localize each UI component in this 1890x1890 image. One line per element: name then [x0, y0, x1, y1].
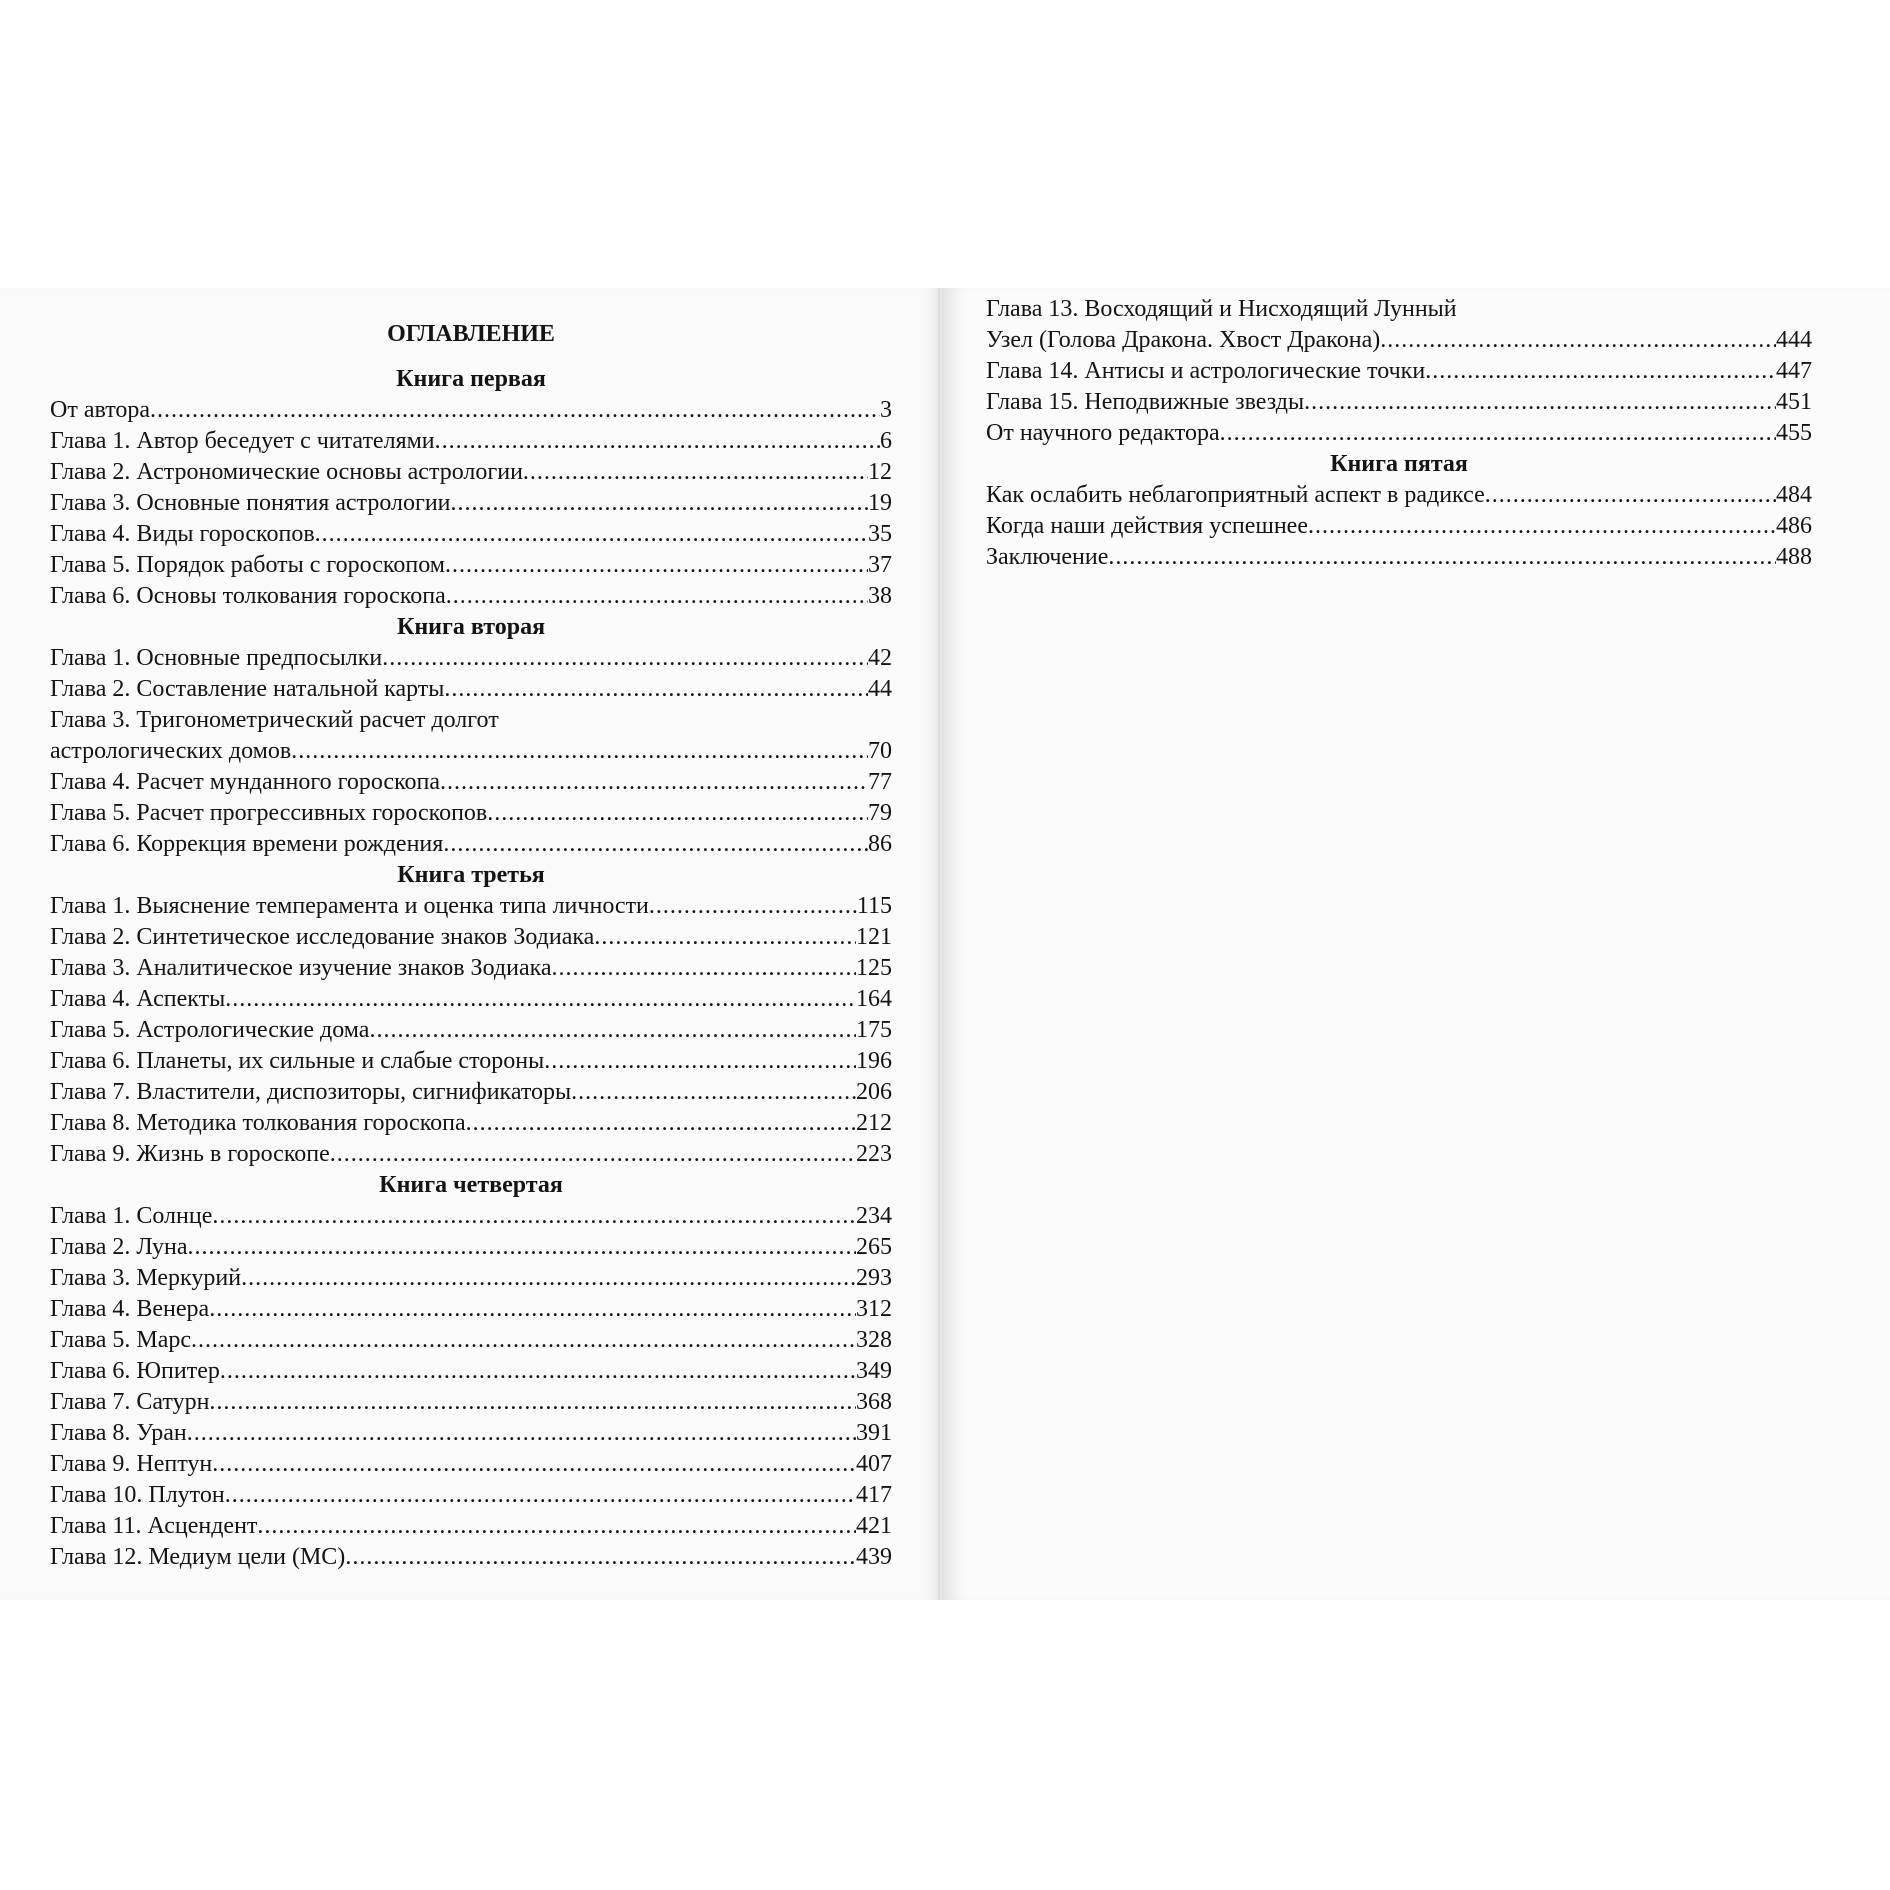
toc-entry[interactable] [50, 798, 892, 829]
entry-title: Глава 14. Антисы и астрологические точки [986, 358, 1426, 384]
entry-title: Глава 6. Планеты, их сильные и слабые стороны [50, 1048, 545, 1074]
toc-entry[interactable] [50, 829, 892, 860]
leader-dots [523, 457, 868, 488]
toc-entry[interactable] [50, 1015, 892, 1046]
entry-page: 484 [1776, 482, 1812, 508]
leader-dots [445, 550, 868, 581]
toc-entry[interactable] [50, 736, 892, 767]
toc-entry[interactable] [50, 1263, 892, 1294]
entry-title: Глава 4. Венера [50, 1296, 210, 1322]
leader-dots [435, 426, 880, 457]
entry-title: Глава 15. Неподвижные звезды [986, 389, 1305, 415]
entry-title: Глава 8. Уран [50, 1420, 187, 1446]
entry-page: 444 [1776, 327, 1812, 353]
toc-entry[interactable] [986, 542, 1812, 573]
toc-entry[interactable] [50, 1387, 892, 1418]
entry-title: Глава 2. Астрономические основы астрологии [50, 459, 523, 485]
toc-entry[interactable] [50, 643, 892, 674]
book-heading: Книга первая [396, 366, 546, 392]
toc-right [986, 294, 1812, 573]
entry-page: 44 [868, 676, 892, 702]
leader-dots [1308, 511, 1776, 542]
leader-dots [369, 1015, 856, 1046]
toc-entry[interactable] [50, 1542, 892, 1573]
leader-dots [552, 953, 856, 984]
toc-entry[interactable] [50, 581, 892, 612]
toc-entry[interactable] [50, 984, 892, 1015]
entry-page: 79 [868, 800, 892, 826]
toc-entry[interactable] [986, 387, 1812, 418]
entry-page: 121 [856, 924, 892, 950]
leader-dots [382, 643, 868, 674]
entry-title: Глава 5. Марс [50, 1327, 192, 1353]
book-heading: Книга четвертая [379, 1172, 563, 1198]
entry-page: 391 [856, 1420, 892, 1446]
entry-page: 407 [856, 1451, 892, 1477]
toc-entry[interactable] [50, 705, 892, 736]
leader-dots [209, 1294, 856, 1325]
leader-dots [466, 1108, 856, 1139]
entry-title: Глава 1. Солнце [50, 1203, 213, 1229]
entry-title: Глава 2. Составление натальной карты [50, 676, 445, 702]
toc-entry[interactable] [50, 953, 892, 984]
toc-entry[interactable] [50, 1108, 892, 1139]
book-heading: Книга вторая [396, 614, 546, 640]
toc-entry[interactable] [50, 426, 892, 457]
leader-dots [1108, 542, 1776, 573]
entry-page: 349 [856, 1358, 892, 1384]
leader-dots [345, 1542, 856, 1573]
entry-title: Глава 3. Аналитическое изучение знаков Зодиака [50, 955, 552, 981]
entry-title: астрологических домов [50, 738, 292, 764]
entry-page: 3 [880, 397, 892, 423]
leader-dots [315, 519, 868, 550]
toc-entry[interactable] [50, 1356, 892, 1387]
entry-title: Глава 7. Сатурн [50, 1389, 210, 1415]
entry-page: 439 [856, 1544, 892, 1570]
toc-entry[interactable] [50, 767, 892, 798]
entry-title: Глава 5. Астрологические дома [50, 1017, 370, 1043]
entry-title: Глава 4. Расчет мунданного гороскопа [50, 769, 441, 795]
leader-dots [443, 829, 868, 860]
leader-dots [649, 891, 857, 922]
entry-page: 164 [856, 986, 892, 1012]
entry-page: 293 [856, 1265, 892, 1291]
entry-page: 417 [856, 1482, 892, 1508]
entry-title: Глава 3. Меркурий [50, 1265, 242, 1291]
toc-title: ОГЛАВЛЕНИЕ [387, 321, 555, 347]
toc-entry[interactable] [50, 1077, 892, 1108]
entry-page: 488 [1776, 544, 1812, 570]
toc-entry[interactable] [986, 418, 1812, 449]
leader-dots [191, 1325, 856, 1356]
entry-page: 42 [868, 645, 892, 671]
entry-page: 35 [868, 521, 892, 547]
toc-entry[interactable] [50, 1201, 892, 1232]
leader-dots [571, 1077, 856, 1108]
toc-entry[interactable] [50, 457, 892, 488]
leader-dots [209, 1387, 856, 1418]
leader-dots [544, 1046, 856, 1077]
leader-dots [594, 922, 856, 953]
toc-entry[interactable] [986, 356, 1812, 387]
entry-page: 19 [868, 490, 892, 516]
leader-dots [1220, 418, 1776, 449]
leader-dots [187, 1418, 856, 1449]
entry-title: Глава 9. Жизнь в гороскопе [50, 1141, 330, 1167]
entry-title: Глава 13. Восходящий и Нисходящий Лунный [986, 296, 1457, 322]
leader-dots [330, 1139, 856, 1170]
toc-entry[interactable] [50, 488, 892, 519]
entry-page: 12 [868, 459, 892, 485]
leader-dots [1380, 325, 1776, 356]
entry-page: 212 [856, 1110, 892, 1136]
entry-title: Глава 6. Коррекция времени рождения [50, 831, 444, 857]
entry-page: 38 [868, 583, 892, 609]
entry-page: 77 [868, 769, 892, 795]
entry-title: Узел (Голова Дракона. Хвост Дракона) [986, 327, 1381, 353]
entry-title: Глава 3. Основные понятия астрологии [50, 490, 451, 516]
toc-entry[interactable] [50, 1046, 892, 1077]
entry-title: Глава 7. Властители, диспозиторы, сигнификаторы [50, 1079, 572, 1105]
entry-title: Глава 2. Луна [50, 1234, 188, 1260]
toc-entry[interactable] [50, 1232, 892, 1263]
toc-entry[interactable] [50, 1480, 892, 1511]
leader-dots [487, 798, 868, 829]
entry-title: Глава 10. Плутон [50, 1482, 225, 1508]
toc-entry[interactable] [50, 1511, 892, 1542]
leader-dots [220, 1356, 856, 1387]
entry-title: Когда наши действия успешнее [986, 513, 1308, 539]
toc-entry[interactable] [50, 550, 892, 581]
leader-dots [446, 581, 868, 612]
right-page [942, 288, 1890, 1600]
left-page [0, 288, 940, 1600]
book-heading: Книга третья [397, 862, 545, 888]
leader-dots [440, 767, 868, 798]
toc-entry[interactable] [986, 294, 1812, 325]
entry-title: Глава 8. Методика толкования гороскопа [50, 1110, 466, 1136]
toc-entry[interactable] [50, 922, 892, 953]
entry-page: 125 [856, 955, 892, 981]
entry-title: Глава 1. Выяснение темперамента и оценка типа личности [50, 893, 649, 919]
entry-page: 455 [1776, 420, 1812, 446]
entry-title: Глава 12. Медиум цели (МС) [50, 1544, 346, 1570]
entry-title: Глава 5. Порядок работы с гороскопом [50, 552, 445, 578]
leader-dots [1304, 387, 1776, 418]
toc-entry[interactable] [50, 395, 892, 426]
entry-page: 421 [856, 1513, 892, 1539]
toc-entry[interactable] [50, 519, 892, 550]
entry-page: 70 [868, 738, 892, 764]
entry-page: 368 [856, 1389, 892, 1415]
toc-entry[interactable] [986, 480, 1812, 511]
entry-page: 196 [856, 1048, 892, 1074]
entry-page: 312 [856, 1296, 892, 1322]
entry-page: 6 [880, 428, 892, 454]
leader-dots [212, 1449, 856, 1480]
toc-entry[interactable] [986, 325, 1812, 356]
entry-title: Заключение [986, 544, 1109, 570]
book-heading: Книга пятая [1330, 451, 1468, 477]
toc-left [50, 302, 892, 1573]
entry-page: 486 [1776, 513, 1812, 539]
leader-dots [188, 1232, 856, 1263]
entry-title: Глава 6. Юпитер [50, 1358, 220, 1384]
entry-title: От автора [50, 397, 151, 423]
entry-page: 223 [856, 1141, 892, 1167]
leader-dots [1485, 480, 1776, 511]
toc-entry[interactable] [50, 674, 892, 705]
entry-title: Глава 11. Асцендент [50, 1513, 258, 1539]
toc-entry[interactable] [50, 891, 892, 922]
entry-page: 451 [1776, 389, 1812, 415]
leader-dots [241, 1263, 856, 1294]
entry-title: Глава 1. Автор беседует с читателями [50, 428, 435, 454]
entry-page: 447 [1776, 358, 1812, 384]
entry-title: Глава 4. Аспекты [50, 986, 226, 1012]
entry-page: 37 [868, 552, 892, 578]
leader-dots [291, 736, 868, 767]
toc-entry[interactable] [986, 511, 1812, 542]
entry-title: Глава 5. Расчет прогрессивных гороскопов [50, 800, 488, 826]
entry-title: Глава 6. Основы толкования гороскопа [50, 583, 446, 609]
entry-title: Глава 1. Основные предпосылки [50, 645, 383, 671]
entry-title: Глава 2. Синтетическое исследование знаков Зодиака [50, 924, 595, 950]
toc-entry[interactable] [50, 1294, 892, 1325]
entry-title: Глава 9. Нептун [50, 1451, 213, 1477]
entry-page: 328 [856, 1327, 892, 1353]
leader-dots [1425, 356, 1776, 387]
entry-page: 206 [856, 1079, 892, 1105]
entry-title: Как ослабить неблагоприятный аспект в радиксе [986, 482, 1485, 508]
leader-dots [150, 395, 880, 426]
entry-title: Глава 4. Виды гороскопов [50, 521, 315, 547]
entry-title: От научного редактора [986, 420, 1220, 446]
entry-page: 234 [856, 1203, 892, 1229]
leader-dots [225, 984, 856, 1015]
leader-dots [257, 1511, 856, 1542]
toc-entry[interactable] [50, 1418, 892, 1449]
leader-dots [451, 488, 868, 519]
leader-dots [444, 674, 868, 705]
entry-page: 265 [856, 1234, 892, 1260]
entry-page: 115 [856, 893, 892, 919]
leader-dots [225, 1480, 856, 1511]
toc-entry[interactable] [50, 1325, 892, 1356]
toc-entry[interactable] [50, 1139, 892, 1170]
toc-entry[interactable] [50, 1449, 892, 1480]
entry-page: 86 [868, 831, 892, 857]
entry-page: 175 [856, 1017, 892, 1043]
entry-title: Глава 3. Тригонометрический расчет долгот [50, 707, 499, 733]
leader-dots [212, 1201, 856, 1232]
